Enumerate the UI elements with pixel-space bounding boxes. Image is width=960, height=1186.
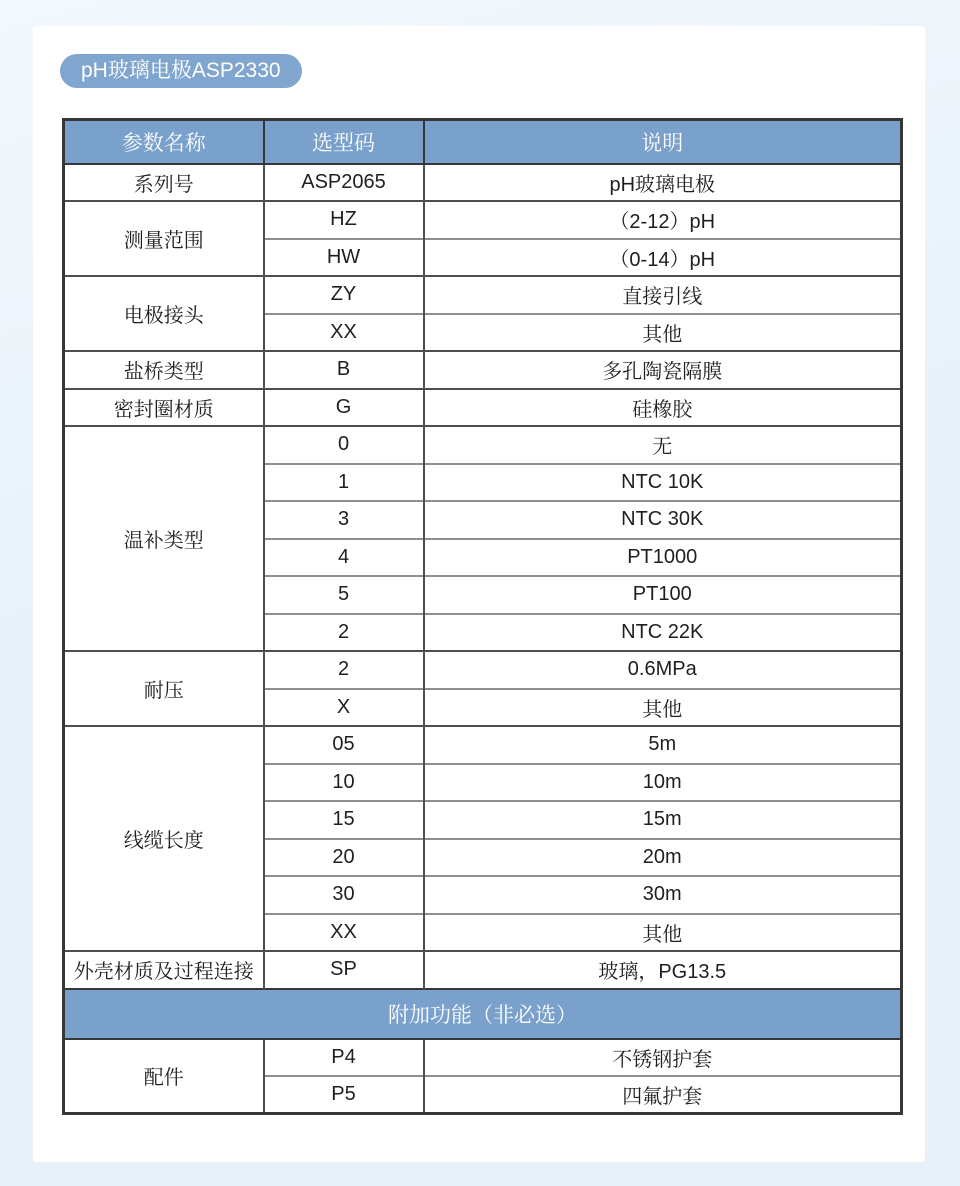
description-cell: pH玻璃电极 bbox=[424, 164, 902, 202]
table-row bbox=[64, 651, 902, 689]
table-row bbox=[64, 726, 902, 764]
selection-code-cell: HZ bbox=[264, 201, 424, 239]
table-row bbox=[64, 1039, 902, 1077]
selection-code-cell: 4 bbox=[264, 539, 424, 577]
selection-code-cell: 05 bbox=[264, 726, 424, 764]
description-cell: 四氟护套 bbox=[424, 1076, 902, 1114]
selection-code-cell: 3 bbox=[264, 501, 424, 539]
parameter-name-cell: 耐压 bbox=[64, 651, 264, 726]
description-cell: 不锈钢护套 bbox=[424, 1039, 902, 1077]
description-cell: 10m bbox=[424, 764, 902, 802]
selection-code-cell: G bbox=[264, 389, 424, 427]
selection-code-cell: 30 bbox=[264, 876, 424, 914]
parameter-name-cell: 测量范围 bbox=[64, 201, 264, 276]
selection-code-cell: 5 bbox=[264, 576, 424, 614]
description-cell: NTC 30K bbox=[424, 501, 902, 539]
selection-table-header bbox=[64, 120, 902, 164]
selection-code-cell: SP bbox=[264, 951, 424, 989]
section-band-label: 附加功能（非必选） bbox=[64, 989, 902, 1039]
col-header-description: 说明 bbox=[424, 120, 902, 164]
description-cell: 30m bbox=[424, 876, 902, 914]
table-row bbox=[64, 164, 902, 202]
description-cell: 硅橡胶 bbox=[424, 389, 902, 427]
table-row bbox=[64, 201, 902, 239]
description-cell: 15m bbox=[424, 801, 902, 839]
content-card bbox=[33, 26, 925, 1162]
description-cell: 多孔陶瓷隔膜 bbox=[424, 351, 902, 389]
header-row bbox=[64, 120, 902, 164]
table-row bbox=[64, 276, 902, 314]
table-row bbox=[64, 951, 902, 989]
parameter-name-cell: 盐桥类型 bbox=[64, 351, 264, 389]
description-cell: NTC 22K bbox=[424, 614, 902, 652]
selection-code-cell: B bbox=[264, 351, 424, 389]
parameter-name-cell: 密封圈材质 bbox=[64, 389, 264, 427]
selection-code-cell: 2 bbox=[264, 651, 424, 689]
selection-code-cell: ZY bbox=[264, 276, 424, 314]
selection-code-cell: 10 bbox=[264, 764, 424, 802]
selection-code-cell: 2 bbox=[264, 614, 424, 652]
description-cell: （0-14）pH bbox=[424, 239, 902, 277]
col-header-parameter: 参数名称 bbox=[64, 120, 264, 164]
selection-code-cell: 20 bbox=[264, 839, 424, 877]
description-cell: 其他 bbox=[424, 314, 902, 352]
selection-code-cell: XX bbox=[264, 314, 424, 352]
selection-code-cell: HW bbox=[264, 239, 424, 277]
description-cell: 无 bbox=[424, 426, 902, 464]
parameter-name-cell: 电极接头 bbox=[64, 276, 264, 351]
product-title-badge bbox=[60, 54, 302, 88]
description-cell: PT1000 bbox=[424, 539, 902, 577]
description-cell: 0.6MPa bbox=[424, 651, 902, 689]
selection-code-cell: 15 bbox=[264, 801, 424, 839]
selection-code-cell: ASP2065 bbox=[264, 164, 424, 202]
col-header-code: 选型码 bbox=[264, 120, 424, 164]
table-row bbox=[64, 389, 902, 427]
description-cell: （2-12）pH bbox=[424, 201, 902, 239]
selection-code-cell: 0 bbox=[264, 426, 424, 464]
description-cell: 5m bbox=[424, 726, 902, 764]
description-cell: 玻璃，PG13.5 bbox=[424, 951, 902, 989]
selection-code-cell: P4 bbox=[264, 1039, 424, 1077]
parameter-name-cell: 外壳材质及过程连接 bbox=[64, 951, 264, 989]
section-band-row bbox=[64, 989, 902, 1039]
parameter-name-cell: 温补类型 bbox=[64, 426, 264, 651]
parameter-name-cell: 系列号 bbox=[64, 164, 264, 202]
product-title: pH玻璃电极ASP2330 bbox=[81, 59, 281, 82]
description-cell: 直接引线 bbox=[424, 276, 902, 314]
selection-code-cell: P5 bbox=[264, 1076, 424, 1114]
selection-code-cell: X bbox=[264, 689, 424, 727]
description-cell: PT100 bbox=[424, 576, 902, 614]
description-cell: 其他 bbox=[424, 689, 902, 727]
parameter-name-cell: 配件 bbox=[64, 1039, 264, 1114]
selection-code-cell: 1 bbox=[264, 464, 424, 502]
description-cell: NTC 10K bbox=[424, 464, 902, 502]
selection-code-cell: XX bbox=[264, 914, 424, 952]
parameter-name-cell: 线缆长度 bbox=[64, 726, 264, 951]
description-cell: 其他 bbox=[424, 914, 902, 952]
table-row bbox=[64, 426, 902, 464]
table-row bbox=[64, 351, 902, 389]
description-cell: 20m bbox=[424, 839, 902, 877]
selection-table bbox=[62, 118, 903, 1115]
selection-table-body bbox=[64, 164, 902, 1114]
